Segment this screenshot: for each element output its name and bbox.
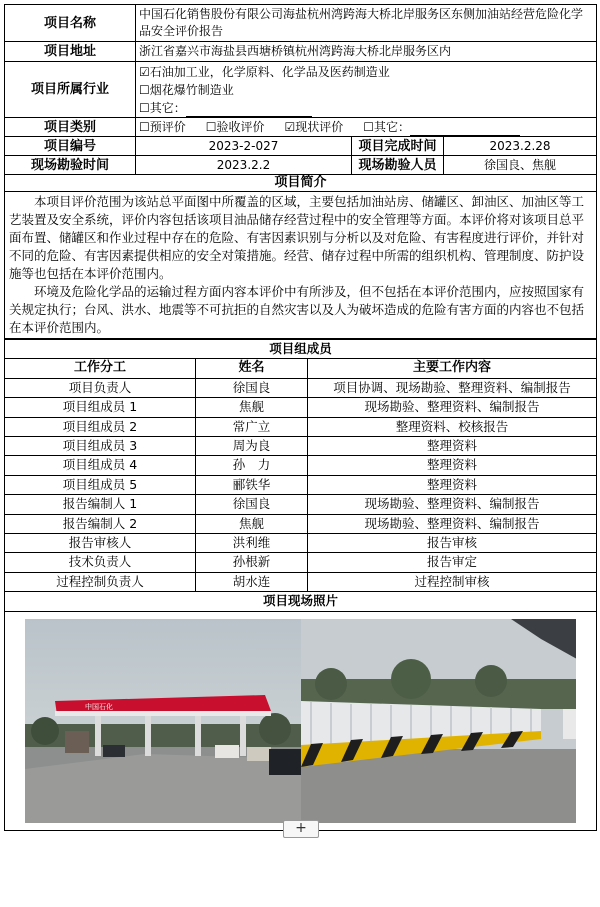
member-work: 现场勘验、整理资料、编制报告: [308, 398, 597, 417]
intro-paragraph-2: 环境及危险化学品的运输过程方面内容本评价中有所涉及，但不包括在本评价范围内，应按照国家有关规定执行；台风、洪水、地震等不可抗拒的自然灾害以及人为破坏造成的危险有害方面的内容也不包括在本评价范围内。: [9, 284, 585, 335]
industry-option-fireworks[interactable]: ☐烟花爆竹制造业: [139, 82, 234, 97]
type-option-other[interactable]: [363, 120, 520, 134]
industry-other-blank: [186, 102, 312, 117]
member-work: 整理资料: [308, 475, 597, 494]
member-work: 项目协调、现场勘验、整理资料、编制报告: [308, 378, 597, 397]
table-row: [5, 437, 597, 456]
table-row: [5, 514, 597, 533]
member-name: 洪利维: [196, 534, 308, 553]
type-other-blank: [410, 121, 520, 136]
member-name: 焦舰: [196, 398, 308, 417]
survey-staff-label: 现场勘验人员: [352, 156, 444, 175]
member-work: 整理资料: [308, 456, 597, 475]
survey-time-label: 现场勘验时间: [5, 156, 136, 175]
member-work: 报告审核: [308, 534, 597, 553]
member-name: 徐国良: [196, 378, 308, 397]
intro-body: [5, 192, 597, 339]
type-option-other-label: ☐其它：: [363, 119, 411, 134]
member-work: 整理资料、校核报告: [308, 417, 597, 436]
project-number: 2023-2-027: [136, 137, 352, 156]
member-role: 技术负责人: [5, 553, 196, 572]
gas-station-photo: [25, 619, 301, 823]
member-role: 报告编制人 2: [5, 514, 196, 533]
fence-area-photo: [301, 619, 577, 823]
member-name: 焦舰: [196, 514, 308, 533]
industry-label: 项目所属行业: [5, 62, 136, 118]
type-options: [136, 118, 597, 137]
name-label: 项目名称: [5, 5, 136, 42]
project-address: 浙江省嘉兴市海盐县西塘桥镇杭州湾跨海大桥北岸服务区内: [136, 42, 597, 62]
type-option-pre[interactable]: ☐预评价: [139, 119, 186, 134]
survey-time: 2023.2.2: [136, 156, 352, 175]
member-role: 项目组成员 1: [5, 398, 196, 417]
member-role: 项目组成员 2: [5, 417, 196, 436]
table-row: [5, 475, 597, 494]
survey-staff: 徐国良、焦舰: [444, 156, 597, 175]
project-info-table: [4, 4, 597, 339]
member-name: 郦铁华: [196, 475, 308, 494]
address-label: 项目地址: [5, 42, 136, 62]
industry-options: [136, 62, 597, 118]
type-option-current[interactable]: ☑现状评价: [284, 119, 344, 134]
member-name: 孙根新: [196, 553, 308, 572]
member-work: 过程控制审核: [308, 572, 597, 591]
finish-date: 2023.2.28: [444, 137, 597, 156]
members-header-role: 工作分工: [5, 359, 196, 378]
station-sign-text: 中国石化: [85, 702, 113, 711]
member-name: 胡水连: [196, 572, 308, 591]
table-row: [5, 553, 597, 572]
member-name: 孙 力: [196, 456, 308, 475]
member-work: 报告审定: [308, 553, 597, 572]
member-role: 报告审核人: [5, 534, 196, 553]
member-work: 整理资料: [308, 437, 597, 456]
member-role: 项目组成员 3: [5, 437, 196, 456]
member-name: 周为良: [196, 437, 308, 456]
intro-title: 项目简介: [5, 175, 597, 192]
intro-paragraph-1: 本项目评价范围为该站总平面图中所覆盖的区域，主要包括加油站房、储罐区、卸油区、加油区等工艺装置及安全系统，评价内容包括该项目油品储存经营过程中的安全管理等方面。本评价将对该项目总平面布置、储罐区和作业过程中存在的危险、有害因素识别与分析以及对危险、有害程度进行评价，并针对不同的危险、有害因素提供相应的安全对策措施。经营、储存过程中所需的组织机构、管理制度、防护设施等也包括在本评价范围内。: [9, 194, 585, 281]
industry-option-petroleum[interactable]: ☑石油加工业，化学原料、化学品及医药制造业: [139, 64, 390, 79]
table-row: [5, 495, 597, 514]
member-work: 现场勘验、整理资料、编制报告: [308, 495, 597, 514]
project-name: 中国石化销售股份有限公司海盐杭州湾跨海大桥北岸服务区东侧加油站经营危险化学品安全评价报告: [136, 5, 597, 42]
photos-cell: [5, 611, 597, 830]
table-row: [5, 534, 597, 553]
photo-gas-station-canopy: [25, 619, 301, 823]
member-work: 现场勘验、整理资料、编制报告: [308, 514, 597, 533]
members-header-name: 姓名: [196, 359, 308, 378]
member-role: 项目组成员 5: [5, 475, 196, 494]
evaluation-sheet: [4, 4, 596, 831]
industry-option-other-label: ☐其它：: [139, 100, 186, 115]
finish-label: 项目完成时间: [352, 137, 444, 156]
table-row: [5, 456, 597, 475]
table-row: [5, 378, 597, 397]
number-label: 项目编号: [5, 137, 136, 156]
member-role: 项目负责人: [5, 378, 196, 397]
table-row: [5, 398, 597, 417]
add-button[interactable]: +: [283, 820, 319, 838]
members-header-work: 主要工作内容: [308, 359, 597, 378]
photo-fence-area: [301, 619, 577, 823]
type-label: 项目类别: [5, 118, 136, 137]
table-row: [5, 417, 597, 436]
member-role: 报告编制人 1: [5, 495, 196, 514]
member-role: 过程控制负责人: [5, 572, 196, 591]
table-row: [5, 572, 597, 591]
member-name: 常广立: [196, 417, 308, 436]
members-table: [4, 339, 597, 831]
industry-option-other[interactable]: [139, 99, 593, 117]
member-role: 项目组成员 4: [5, 456, 196, 475]
type-option-acceptance[interactable]: ☐验收评价: [205, 119, 265, 134]
photos-title: 项目现场照片: [5, 592, 597, 611]
members-title: 项目组成员: [5, 340, 597, 359]
member-name: 徐国良: [196, 495, 308, 514]
